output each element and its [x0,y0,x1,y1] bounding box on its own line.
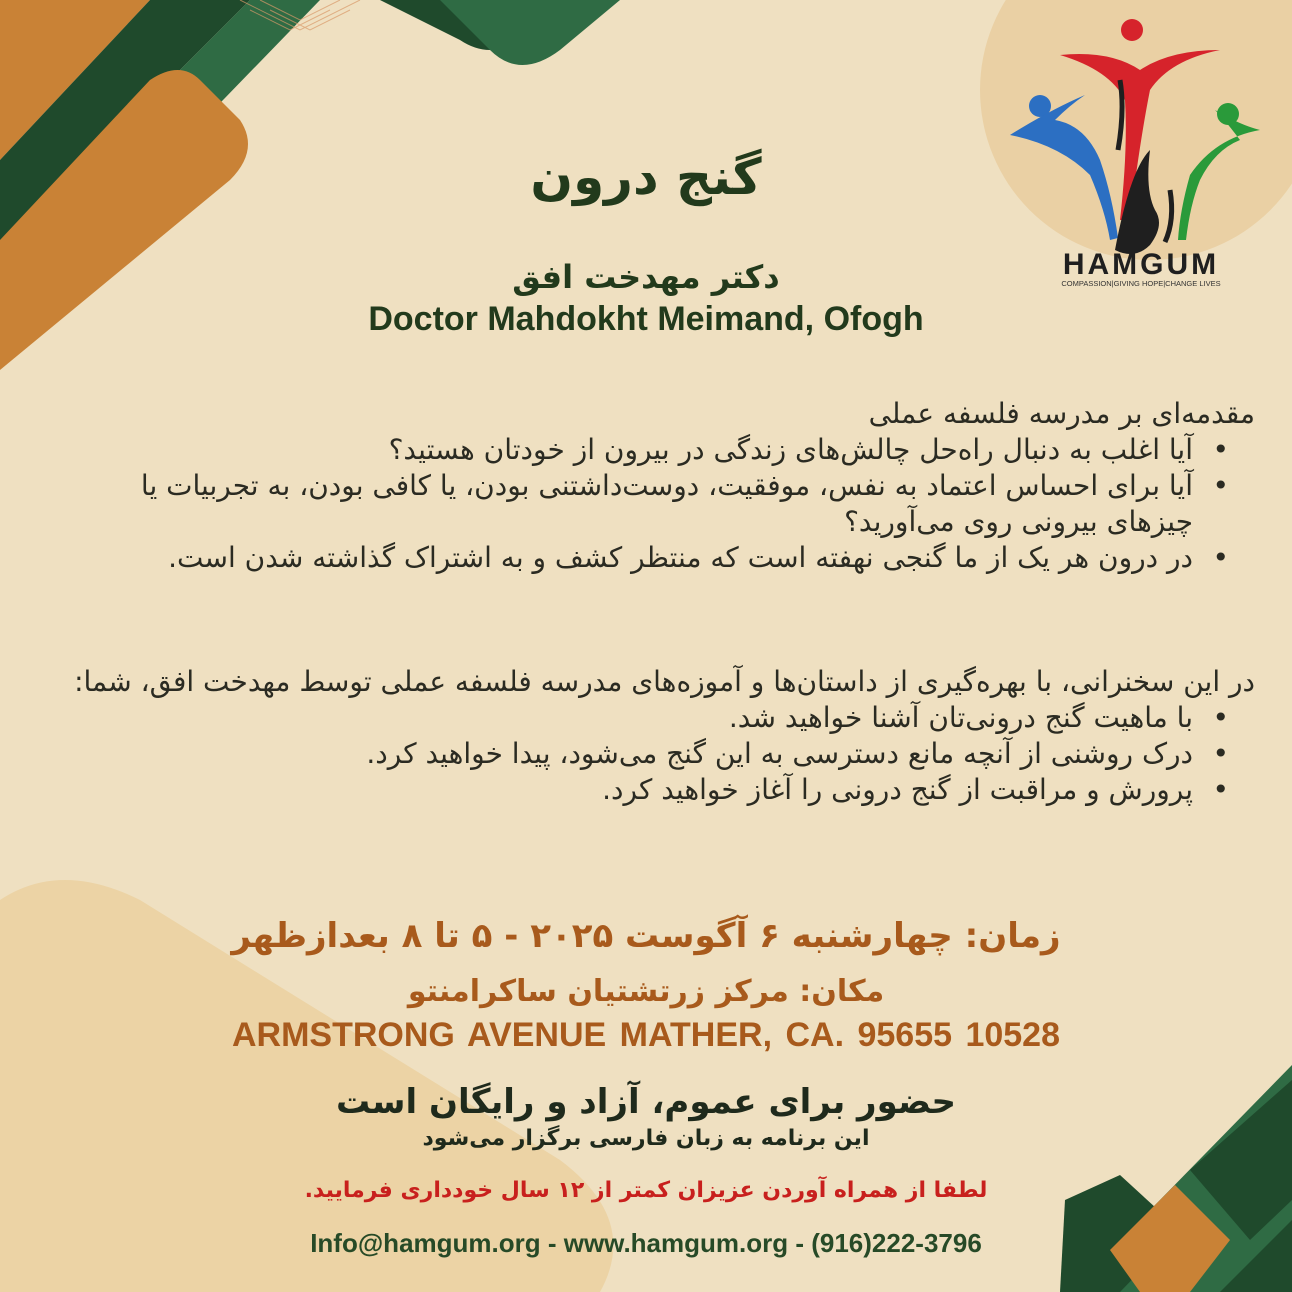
talk-bullet: • با ماهیت گنج درونی‌تان آشنا خواهید شد. [70,700,1193,736]
page-title: گنج درون [530,148,762,206]
talk-section [70,664,1255,808]
talk-bullet: • پرورش و مراقبت از گنج درونی را آغاز خواهید کرد. [70,772,1193,808]
intro-bullet: • آیا اغلب به دنبال راه‌حل چالش‌های زندگی در بیرون از خودتان هستید؟ [70,432,1193,468]
intro-bullet: • آیا برای احساس اعتماد به نفس، موفقیت، دوست‌داشتنی بودن، یا کافی بودن، به تجربیات یا چیزهای بیرونی روی می‌آورید؟ [70,468,1193,540]
intro-section [70,396,1255,576]
talk-bullet: • درک روشنی از آنچه مانع دسترسی به این گنج می‌شود، پیدا خواهید کرد. [70,736,1193,772]
logo-tagline: COMPASSION|GIVING HOPE|CHANGE LIVES [1061,279,1221,288]
event-place: مکان: مرکز زرتشتیان ساکرامنتو [407,974,885,1009]
intro-bullet: • در درون هر یک از ما گنجی نهفته است که منتظر کشف و به اشتراک گذاشته شدن است. [70,540,1193,576]
talk-bullet-list [70,700,1255,808]
event-address: ARMSTRONG AVENUE MATHER, CA. 95655 10528 [231,1016,1060,1054]
age-note: لطفا از همراه آوردن عزیزان کمتر از ۱۲ سال خودداری فرمایید. [304,1178,988,1203]
intro-heading: مقدمه‌ای بر مدرسه فلسفه عملی [868,397,1255,430]
contact-line: Info@hamgum.org - www.hamgum.org - (916)222-3796 [310,1228,982,1258]
event-time: زمان: چهارشنبه ۶ آگوست ۲۰۲۵ - ۵ تا ۸ بعدازظهر [231,916,1061,956]
intro-bullet-list [70,432,1255,576]
speaker-name-en: Doctor Mahdokht Meimand, Ofogh [368,300,924,338]
admission-free: حضور برای عموم، آزاد و رایگان است [336,1082,956,1122]
speaker-name-fa: دکتر مهدخت افق [512,258,780,296]
logo-wordmark: HAMGUM [1062,248,1220,281]
admission-language: این برنامه به زبان فارسی برگزار می‌شود [422,1126,870,1151]
talk-intro: در این سخنرانی، با بهره‌گیری از داستان‌ها و آموزه‌های مدرسه فلسفه عملی توسط مهدخت افق، شما: [74,665,1255,698]
